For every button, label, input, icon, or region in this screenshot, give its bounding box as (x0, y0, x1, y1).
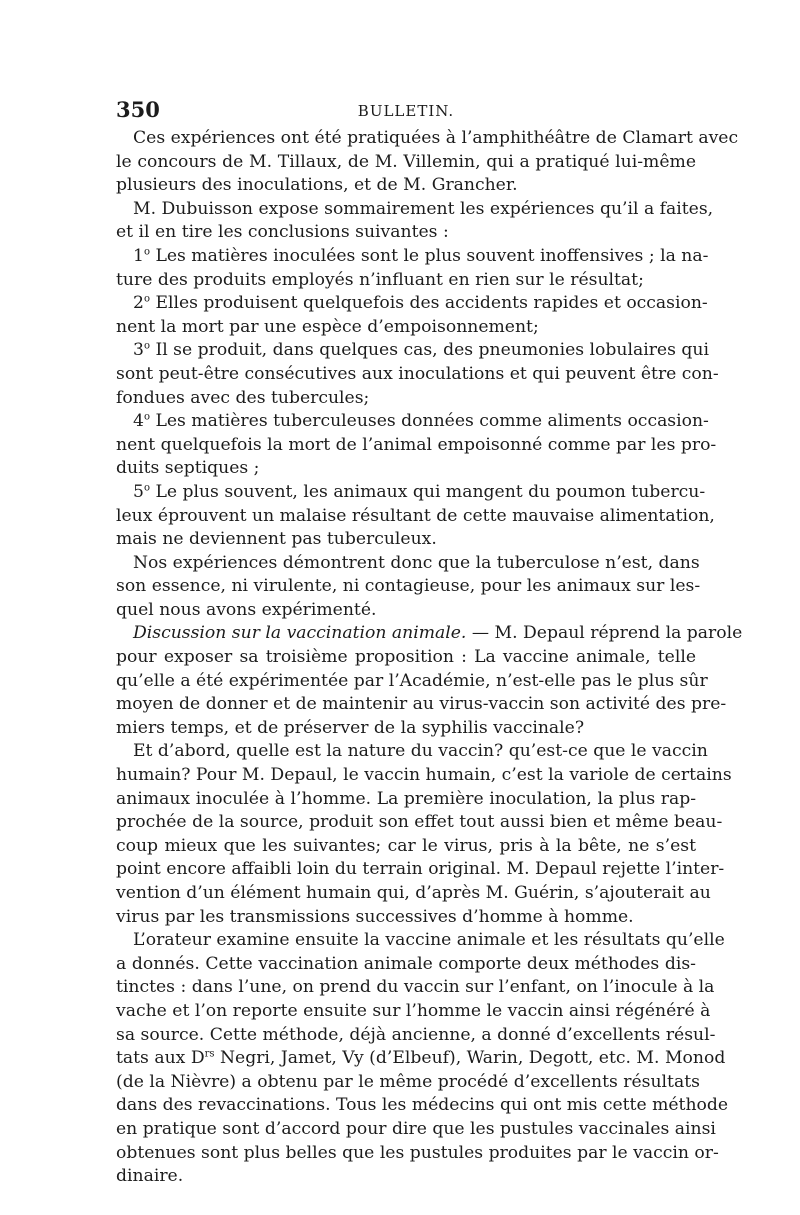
text-line: sa source. Cette méthode, déjà ancienne, a donné d’excellents résul- (116, 1024, 716, 1045)
text-line: le concours de M. Tillaux, de M. Villemin, qui a pratiqué lui-même (116, 151, 696, 172)
section-heading: Discussion sur la vaccination animale. (133, 623, 467, 644)
enum-number: 2$^o$ (133, 293, 150, 314)
text-line: pour exposer sa troisième proposition : La vaccine animale, telle (116, 647, 696, 668)
list-item-line: 3$^o$ Il se produit, dans quelques cas, des pneumonies lobulaires qui (133, 340, 709, 361)
text-line: tinctes : dans l’une, on prend du vaccin sur l’enfant, on l’inocule à la (116, 977, 715, 998)
text-line: moyen de donner et de maintenir au virus-vaccin son activité des pre- (116, 694, 727, 715)
enum-number: 3$^o$ (133, 340, 150, 361)
list-item-line: 4$^o$ Les matières tuberculeuses données comme aliments occasion- (133, 411, 709, 432)
text-line: et il en tire les conclusions suivantes : (116, 222, 449, 243)
list-item-line: 2$^o$ Elles produisent quelquefois des accidents rapides et occasion- (133, 293, 708, 314)
section-heading-line: Discussion sur la vaccination animale. — M. Depaul réprend la parole (133, 623, 743, 644)
text-line: M. Dubuisson expose sommairement les expériences qu’il a faites, (133, 198, 714, 219)
body-text (116, 127, 743, 1189)
text-line: point encore affaibli loin du terrain original. M. Depaul rejette l’inter- (116, 859, 725, 880)
text-line: sont peut-être consécutives aux inoculations et qui peuvent être con- (116, 363, 719, 384)
text-line: nent quelquefois la mort de l’animal empoisonné comme par les pro- (116, 434, 717, 455)
text-line: mais ne deviennent pas tuberculeux. (116, 529, 437, 550)
enum-number: 1$^o$ (133, 245, 150, 266)
enum-number: 4$^o$ (133, 411, 150, 432)
text-line: dinaire. (116, 1166, 184, 1187)
text-line: L’orateur examine ensuite la vaccine animale et les résultats qu’elle (133, 930, 725, 951)
text-line: prochée de la source, produit son effet tout aussi bien et même beau- (116, 812, 723, 833)
text-line: Nos expériences démontrent donc que la tuberculose n’est, dans (133, 552, 700, 573)
page-header (116, 97, 696, 123)
text-line: qu’elle a été expérimentée par l’Académie, n’est-elle pas le plus sûr (116, 670, 708, 691)
running-title: BULLETIN. (357, 102, 455, 120)
text-line: vention d’un élément humain qui, d’après M. Guérin, s’ajouterait au (116, 883, 711, 903)
text-line: en pratique sont d’accord pour dire que les pustules vaccinales ainsi (116, 1118, 716, 1139)
text-line: fondues avec des tubercules; (116, 387, 370, 408)
text-line: Ces expériences ont été pratiquées à l’amphithéâtre de Clamart avec (133, 128, 739, 148)
text-line: virus par les transmissions successives d’homme à homme. (116, 906, 634, 927)
text-line: leux éprouvent un malaise résultant de cette mauvaise alimentation, (116, 505, 715, 526)
text-line: Et d’abord, quelle est la nature du vaccin? qu’est-ce que le vaccin (133, 741, 708, 762)
text-line: duits septiques ; (116, 458, 260, 479)
text-line: plusieurs des inoculations, et de M. Grancher. (116, 175, 518, 196)
text-line: obtenues sont plus belles que les pustules produites par le vaccin or- (116, 1142, 719, 1163)
text-line: son essence, ni virulente, ni contagieuse, pour les animaux sur les- (116, 576, 701, 597)
enum-number: 5$^o$ (133, 481, 150, 502)
text-line: miers temps, et de préserver de la syphilis vaccinale? (116, 717, 585, 738)
text-line: a donnés. Cette vaccination animale comporte deux méthodes dis- (116, 953, 696, 974)
text-line: humain? Pour M. Depaul, le vaccin humain, c’est la variole de certains (116, 765, 732, 786)
text-line: (de la Nièvre) a obtenu par le même procédé d’excellents résultats (116, 1071, 700, 1092)
text-line: animaux inoculée à l’homme. La première inoculation, la plus rap- (116, 788, 696, 809)
text-line: coup mieux que les suivantes; car le virus, pris à la bête, ne s’est (116, 835, 696, 856)
page-number: 350 (116, 97, 160, 122)
list-item-line: 1$^o$ Les matières inoculées sont le plus souvent inoffensives ; la na- (133, 245, 709, 266)
text-line: nent la mort par une espèce d’empoisonnement; (116, 316, 539, 337)
text-line: tats aux $D^{rs}$ Negri, Jamet, Vy (d’Elbeuf), Warin, Degott, etc. M. Monod (116, 1048, 726, 1069)
text-line: ture des produits employés n’influant en rien sur le résultat; (116, 269, 644, 290)
text-line: dans des revaccinations. Tous les médecins qui ont mis cette méthode (116, 1095, 729, 1116)
text-line: vache et l’on reporte ensuite sur l’homme le vaccin ainsi régénéré à (116, 1000, 711, 1021)
text-line: quel nous avons expérimenté. (116, 599, 377, 620)
list-item-line: 5$^o$ Le plus souvent, les animaux qui mangent du poumon tubercu- (133, 481, 706, 502)
